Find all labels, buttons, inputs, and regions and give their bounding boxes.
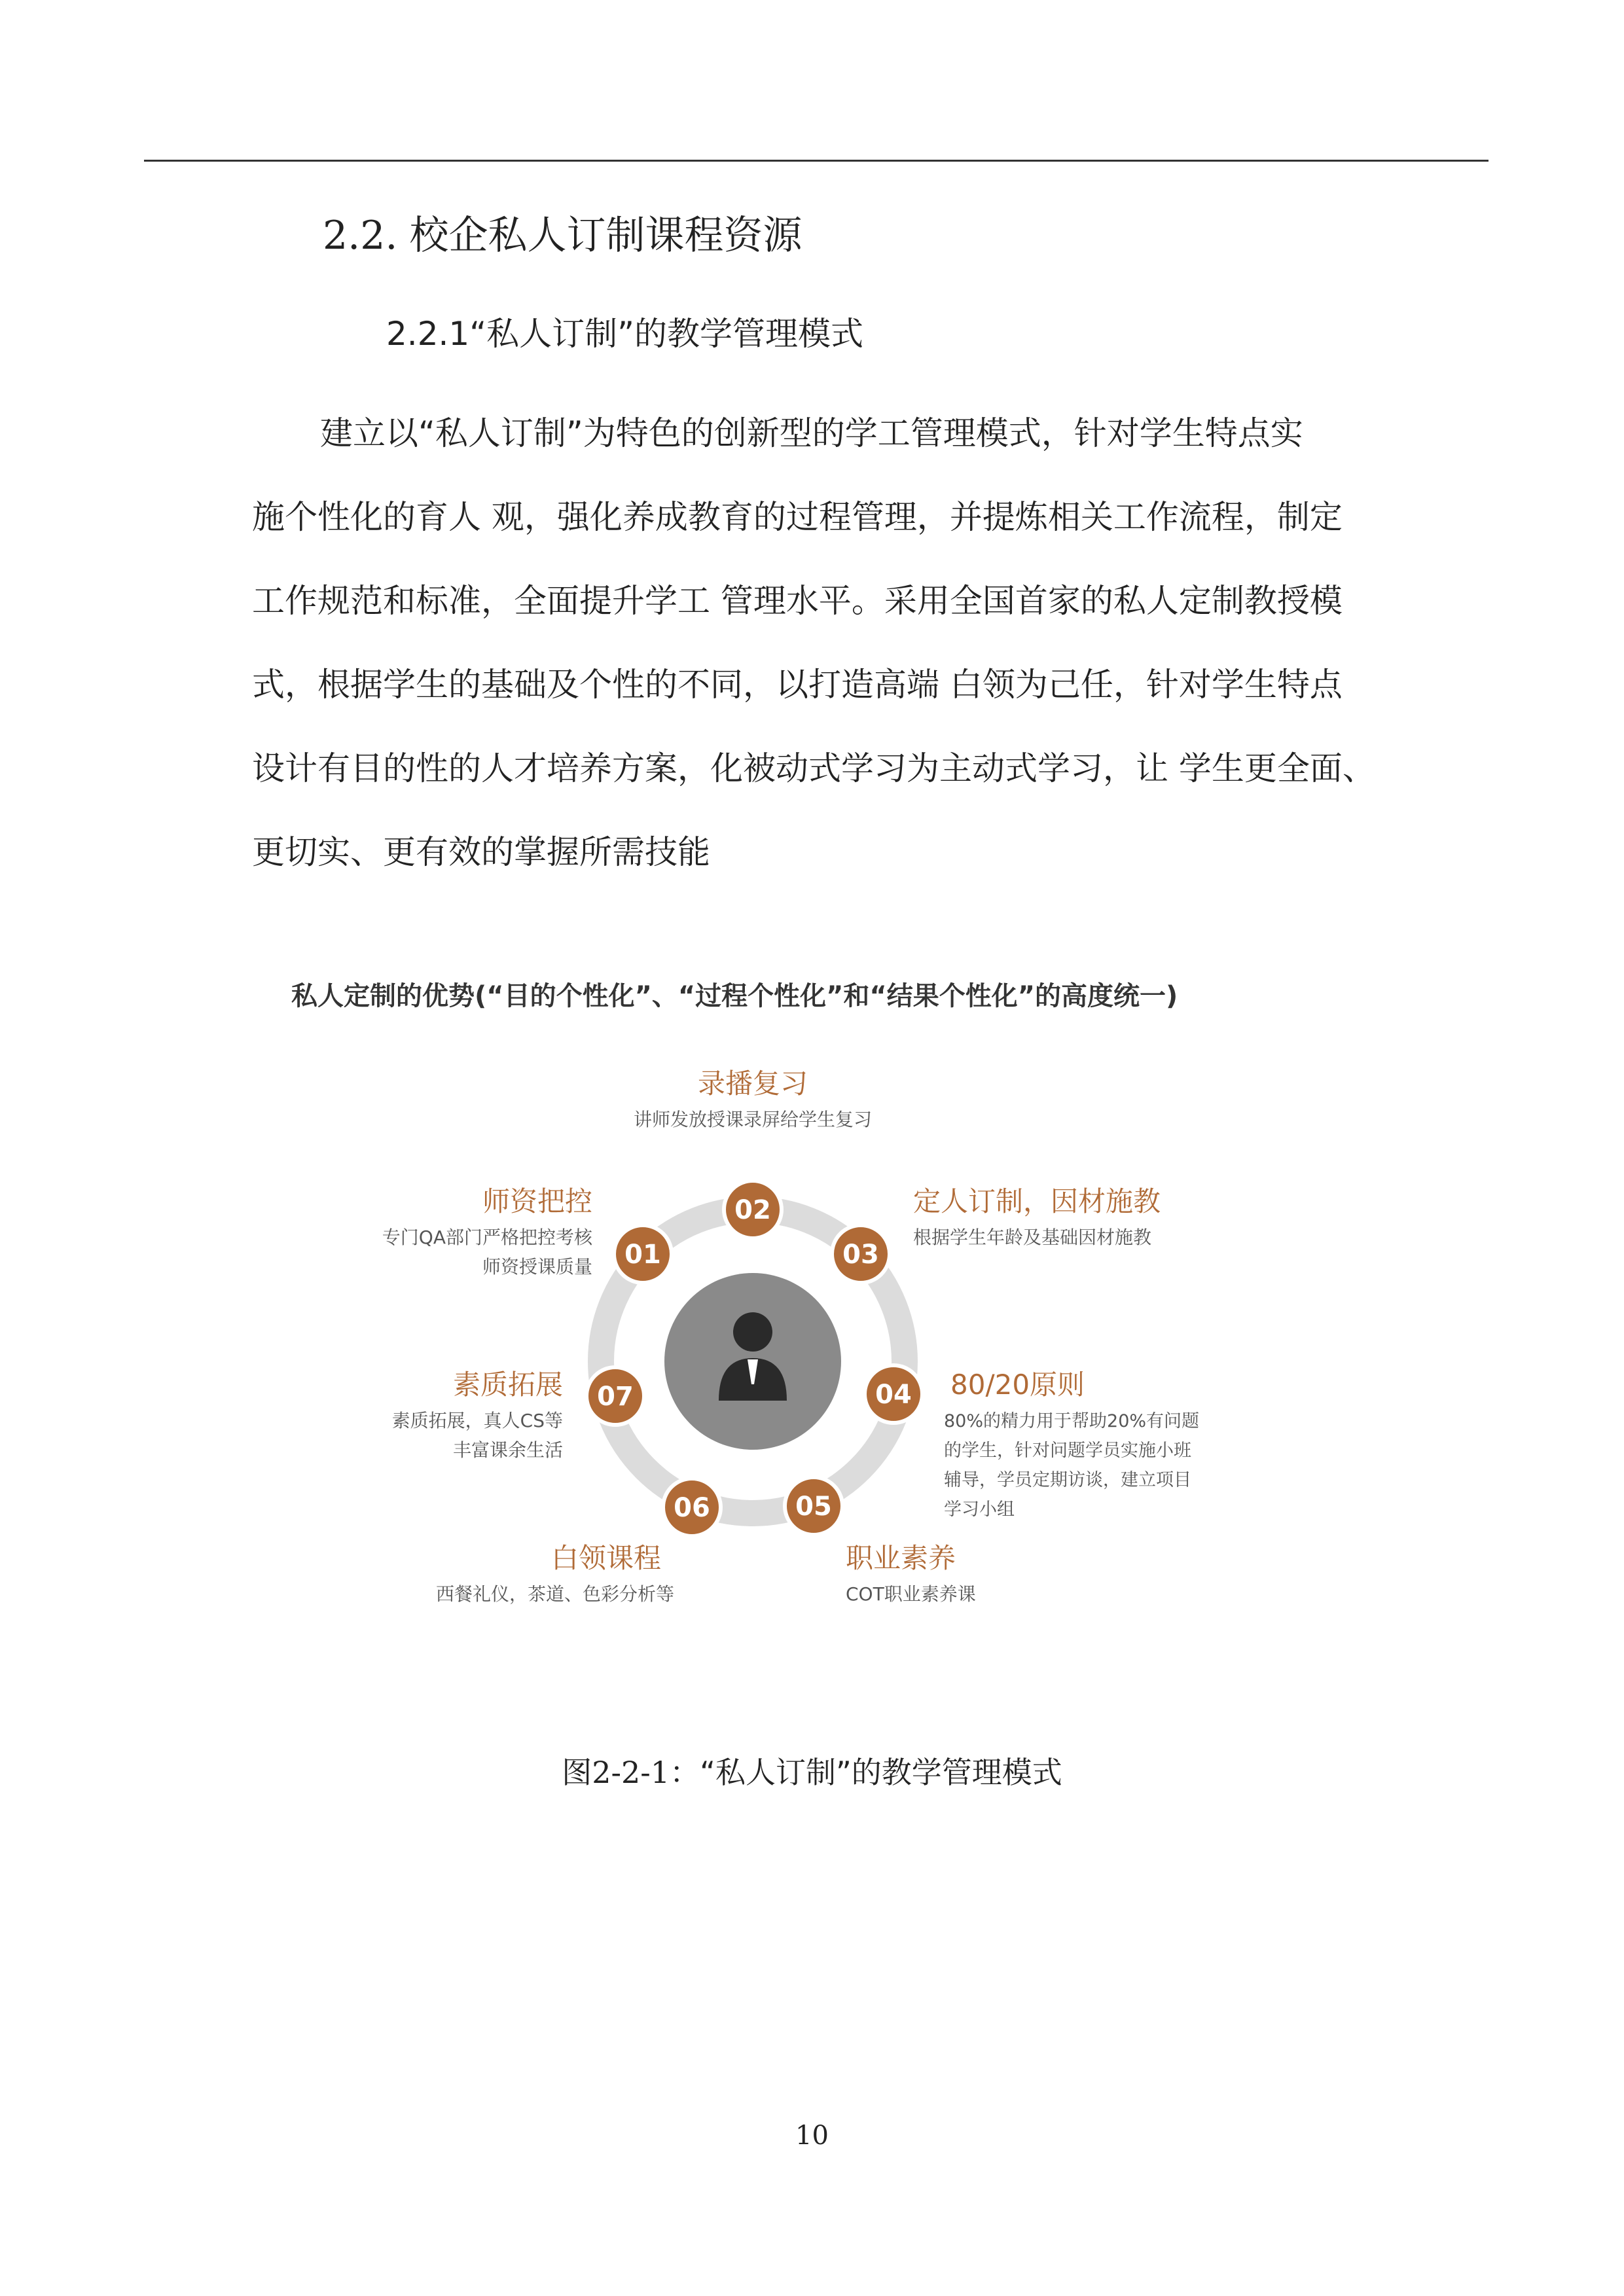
paragraph-line: 式，根据学生的基础及个性的不同，以打造高端 白领为己任，针对学生特点 bbox=[252, 666, 1343, 704]
node-07-desc: 素质拓展，真人CS等 bbox=[391, 1410, 563, 1431]
node-04-desc: 的学生，针对问题学员实施小班 bbox=[944, 1441, 1191, 1461]
header-rule bbox=[144, 160, 1489, 162]
node-03-title: 定人订制，因材施教 bbox=[913, 1185, 1161, 1217]
paragraph-line: 建立以“私人订制”为特色的创新型的学工管理模式，针对学生特点实 bbox=[320, 414, 1303, 452]
node-05-desc: COT职业素养课 bbox=[846, 1583, 976, 1605]
subsection-heading: 2.2.1“私人订制”的教学管理模式 bbox=[386, 315, 864, 353]
section-title: 校企私人订制课程资源 bbox=[409, 213, 803, 259]
node-01-number: 01 bbox=[624, 1240, 661, 1270]
node-07 bbox=[392, 1367, 644, 1461]
node-07-title: 素质拓展 bbox=[452, 1369, 563, 1401]
node-05-title: 职业素养 bbox=[846, 1542, 956, 1574]
node-03-number: 03 bbox=[842, 1240, 879, 1270]
node-05 bbox=[785, 1477, 976, 1605]
caption-text: “私人订制”的教学管理模式 bbox=[700, 1755, 1062, 1790]
node-04-desc: 80%的精力用于帮助20%有问题 bbox=[944, 1411, 1200, 1431]
section-heading bbox=[323, 204, 803, 260]
node-02 bbox=[634, 1067, 872, 1238]
node-07-desc: 丰富课余生活 bbox=[452, 1439, 563, 1461]
node-01 bbox=[382, 1185, 672, 1283]
node-06 bbox=[436, 1479, 721, 1605]
node-01-desc: 专门QA部门严格把控考核 bbox=[382, 1227, 592, 1248]
node-06-title: 白领课程 bbox=[550, 1542, 661, 1574]
paragraph-line: 设计有目的性的人才培养方案，化被动式学习为主动式学习，让 学生更全面、 bbox=[252, 749, 1375, 787]
diagram-svg bbox=[281, 959, 1407, 1640]
node-03-desc: 根据学生年龄及基础因材施教 bbox=[913, 1227, 1152, 1248]
node-02-desc: 讲师发放授课录屏给学生复习 bbox=[633, 1109, 873, 1130]
node-04-desc: 辅导，学员定期访谈，建立项目 bbox=[944, 1470, 1191, 1490]
node-01-title: 师资把控 bbox=[482, 1185, 592, 1217]
node-05-number: 05 bbox=[795, 1492, 832, 1522]
figure-caption bbox=[0, 1749, 1624, 1792]
node-07-number: 07 bbox=[597, 1382, 634, 1412]
section-number: 2.2. bbox=[323, 213, 398, 259]
paragraph-line: 施个性化的育人 观，强化养成教育的过程管理，并提炼相关工作流程，制定 bbox=[252, 498, 1343, 536]
diagram-title: 私人定制的优势(“目的个性化”、“过程个性化”和“结果个性化”的高度统一) bbox=[291, 981, 1178, 1011]
node-04-desc: 学习小组 bbox=[944, 1499, 1015, 1520]
node-03 bbox=[832, 1185, 1161, 1283]
node-04-number: 04 bbox=[875, 1380, 912, 1410]
paragraph-line: 更切实、更有效的掌握所需技能 bbox=[252, 833, 710, 871]
node-01-desc: 师资授课质量 bbox=[482, 1256, 592, 1278]
node-04-title: 80/20原则 bbox=[950, 1369, 1085, 1401]
paragraph-line: 工作规范和标准，全面提升学工 管理水平。采用全国首家的私人定制教授模 bbox=[252, 582, 1343, 620]
node-06-desc: 西餐礼仪，茶道、色彩分析等 bbox=[435, 1583, 674, 1605]
body-paragraph bbox=[252, 391, 1384, 894]
figure-diagram bbox=[281, 959, 1407, 1640]
node-04 bbox=[865, 1365, 1199, 1520]
caption-number: 图2-2-1： bbox=[562, 1755, 700, 1790]
node-02-number: 02 bbox=[734, 1195, 771, 1225]
node-02-title: 录播复习 bbox=[697, 1067, 808, 1100]
page-number: 10 bbox=[795, 2121, 829, 2151]
node-06-number: 06 bbox=[674, 1493, 710, 1523]
